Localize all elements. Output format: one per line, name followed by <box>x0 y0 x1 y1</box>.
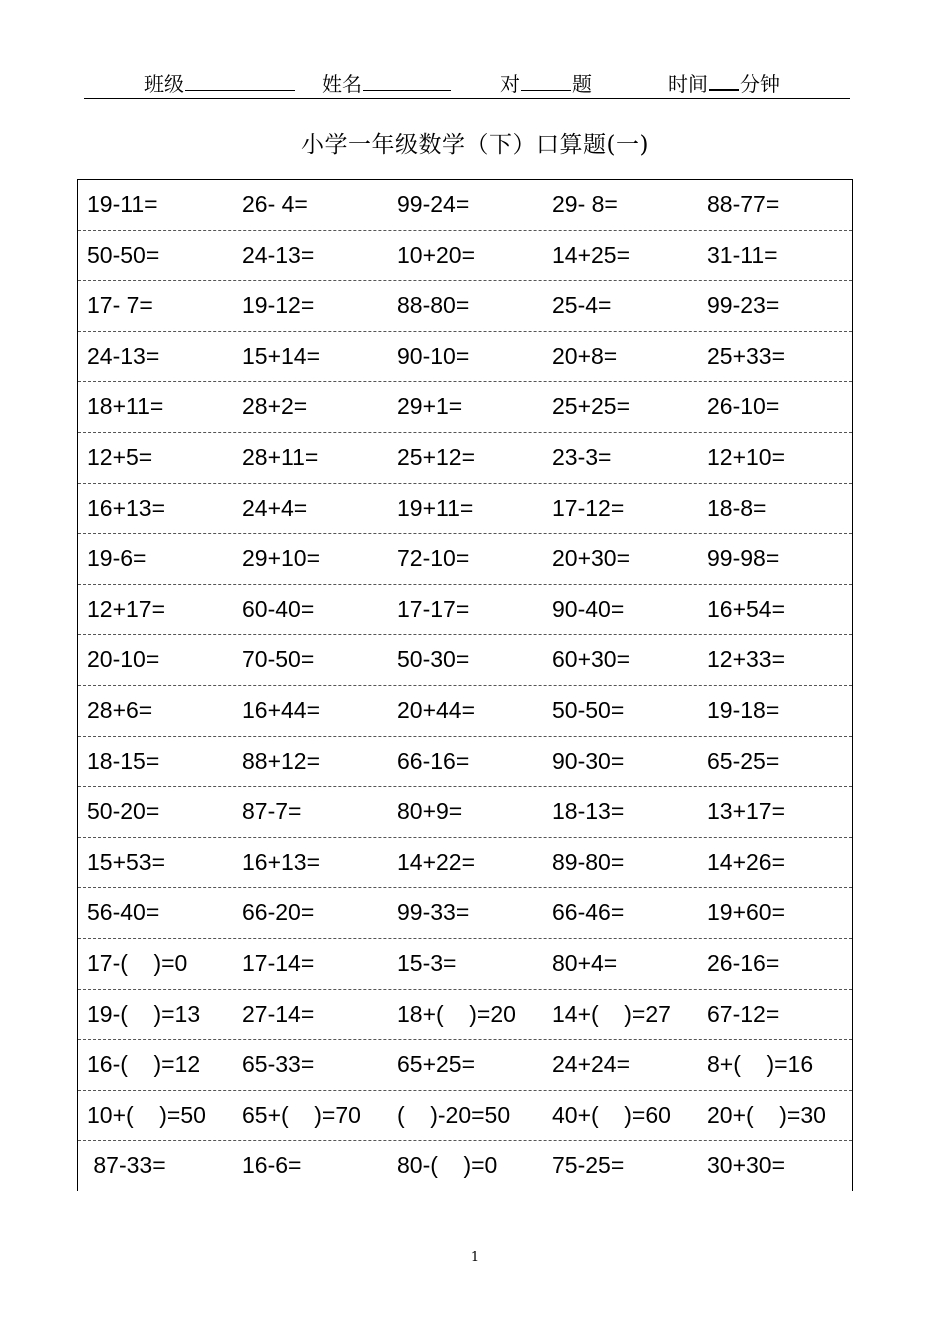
exercise-cell: 28+2= <box>242 393 308 420</box>
exercise-cell: 18-13= <box>552 798 625 825</box>
exercise-cell: 15+14= <box>242 342 321 369</box>
exercise-cell: 99-33= <box>397 899 470 926</box>
questions-label: 题 <box>572 72 592 96</box>
exercise-cell: 50-20= <box>87 798 160 825</box>
exercise-cell: 90-10= <box>397 342 470 369</box>
exercise-cell: 90-30= <box>552 747 625 774</box>
exercise-cell: 16-6= <box>242 1152 302 1179</box>
exercise-cell: 24+24= <box>552 1051 631 1078</box>
exercise-cell: 66-16= <box>397 747 470 774</box>
minutes-label: 分钟 <box>740 72 780 96</box>
exercise-cell: 12+33= <box>707 646 786 673</box>
exercise-cell: 16+44= <box>242 697 321 723</box>
exercise-cell: 13+17= <box>707 798 786 825</box>
exercise-cell: 12+5= <box>87 444 153 470</box>
exercise-cell: 29+10= <box>242 545 321 572</box>
exercise-cell: 19+60= <box>707 899 786 926</box>
exercise-cell: 18-8= <box>707 494 767 521</box>
exercise-cell: 20+8= <box>552 342 618 369</box>
exercise-cell: 19-12= <box>242 292 315 319</box>
exercise-cell: 20+44= <box>397 697 476 723</box>
time-blank[interactable] <box>709 71 739 91</box>
table-row <box>78 180 852 231</box>
exercise-cell: 26-16= <box>707 950 780 976</box>
table-row <box>78 635 852 686</box>
table-row <box>78 939 852 990</box>
exercise-cell: 17-12= <box>552 494 625 521</box>
exercise-cell: 24+4= <box>242 494 308 521</box>
exercise-cell: 99-24= <box>397 191 470 217</box>
exercise-cell: 17-14= <box>242 950 315 976</box>
table-row <box>78 787 852 838</box>
exercise-cell: 80-( )=0 <box>397 1152 498 1179</box>
exercise-cell: 29- 8= <box>552 191 618 217</box>
exercise-cell: 20+30= <box>552 545 631 572</box>
exercise-cell: 87-33= <box>87 1152 166 1179</box>
exercise-cell: 14+25= <box>552 241 631 268</box>
exercise-cell: 29+1= <box>397 393 463 420</box>
exercise-cell: 16-( )=12 <box>87 1051 201 1078</box>
exercise-cell: 10+( )=50 <box>87 1101 206 1128</box>
name-field <box>322 68 452 97</box>
table-row <box>78 281 852 332</box>
exercise-cell: 16+13= <box>87 494 166 521</box>
page-number: 1 <box>470 1250 480 1265</box>
exercise-cell: 25+12= <box>397 444 476 470</box>
table-row <box>78 382 852 433</box>
table-row <box>78 433 852 484</box>
time-field <box>668 68 780 97</box>
exercise-cell: 50-30= <box>397 646 470 673</box>
class-field <box>144 68 296 97</box>
exercise-cell: 99-98= <box>707 545 780 572</box>
table-row <box>78 484 852 535</box>
table-row <box>78 534 852 585</box>
exercise-cell: 17-( )=0 <box>87 950 188 976</box>
table-row <box>78 231 852 282</box>
exercise-cell: 88+12= <box>242 747 321 774</box>
exercise-cell: 25-4= <box>552 292 612 319</box>
exercise-cell: 18+11= <box>87 393 164 420</box>
exercise-cell: 15+53= <box>87 848 166 875</box>
table-row <box>78 686 852 737</box>
exercise-cell: 67-12= <box>707 1000 780 1027</box>
exercise-cell: 65+25= <box>397 1051 476 1078</box>
exercise-cell: 18-15= <box>87 747 160 774</box>
table-row <box>78 332 852 383</box>
table-row <box>78 1091 852 1142</box>
table-row <box>78 990 852 1041</box>
class-label: 班级 <box>144 72 184 96</box>
exercise-cell: 40+( )=60 <box>552 1101 671 1128</box>
exercise-cell: 17-17= <box>397 595 470 622</box>
exercise-cell: 16+54= <box>707 595 786 622</box>
exercise-cell: 26-10= <box>707 393 780 420</box>
exercise-cell: 65-33= <box>242 1051 315 1078</box>
exercise-cell: 19-( )=13 <box>87 1000 201 1027</box>
exercise-cell: 65-25= <box>707 747 780 774</box>
class-blank[interactable] <box>185 72 295 91</box>
exercise-cell: 24-13= <box>242 241 315 268</box>
exercise-cell: 28+6= <box>87 697 153 723</box>
exercise-cell: 14+22= <box>397 848 476 875</box>
exercise-cell: 89-80= <box>552 848 625 875</box>
exercise-cell: 50-50= <box>87 241 160 268</box>
table-row <box>78 1040 852 1091</box>
exercise-cell: 17- 7= <box>87 292 153 319</box>
exercise-cell: 60+30= <box>552 646 631 673</box>
exercise-cell: 70-50= <box>242 646 315 673</box>
exercise-cell: 20+( )=30 <box>707 1101 826 1128</box>
exercise-cell: 24-13= <box>87 342 160 369</box>
exercise-cell: 15-3= <box>397 950 457 976</box>
exercise-cell: 99-23= <box>707 292 780 319</box>
exercise-cell: 20-10= <box>87 646 160 673</box>
exercise-cell: 8+( )=16 <box>707 1051 814 1078</box>
exercise-cell: 88-77= <box>707 191 780 217</box>
exercise-cell: 56-40= <box>87 899 160 926</box>
worksheet-header <box>84 66 850 99</box>
exercise-cell: 16+13= <box>242 848 321 875</box>
exercise-cell: 19-6= <box>87 545 147 572</box>
exercise-cell: 14+26= <box>707 848 786 875</box>
exercise-cell: 80+4= <box>552 950 618 976</box>
exercise-cell: 10+20= <box>397 241 476 268</box>
exercise-cell: 25+25= <box>552 393 631 420</box>
table-row <box>78 1141 852 1192</box>
score-field <box>500 68 592 97</box>
table-row <box>78 737 852 788</box>
time-label: 时间 <box>668 72 708 96</box>
correct-label: 对 <box>500 72 520 96</box>
exercise-cell: 65+( )=70 <box>242 1101 361 1128</box>
exercise-cell: 60-40= <box>242 595 315 622</box>
exercise-cell: 19-18= <box>707 697 780 723</box>
exercise-cell: 66-46= <box>552 899 625 926</box>
worksheet-title: 小学一年级数学（下）口算题(一) <box>301 132 649 158</box>
exercise-cell: 31-11= <box>707 241 778 268</box>
table-row <box>78 838 852 889</box>
exercise-cell: 12+17= <box>87 595 166 622</box>
exercise-cell: 87-7= <box>242 798 302 825</box>
exercise-cell: 80+9= <box>397 798 463 825</box>
exercise-cell: 19-11= <box>87 191 158 217</box>
name-label: 姓名 <box>322 72 362 96</box>
correct-blank[interactable] <box>521 72 571 91</box>
exercise-cell: 14+( )=27 <box>552 1000 671 1027</box>
exercise-cell: 50-50= <box>552 697 625 723</box>
table-row <box>78 888 852 939</box>
exercise-cell: 66-20= <box>242 899 315 926</box>
exercise-cell: 23-3= <box>552 444 612 470</box>
exercise-cell: 26- 4= <box>242 191 308 217</box>
name-blank[interactable] <box>363 72 451 91</box>
table-row <box>78 585 852 636</box>
exercise-cell: 30+30= <box>707 1152 786 1179</box>
exercise-table <box>77 179 853 1191</box>
exercise-cell: 25+33= <box>707 342 786 369</box>
exercise-cell: 12+10= <box>707 444 786 470</box>
exercise-cell: 28+11= <box>242 444 319 470</box>
exercise-cell: ( )-20=50 <box>397 1101 511 1128</box>
exercise-cell: 27-14= <box>242 1000 315 1027</box>
exercise-cell: 72-10= <box>397 545 470 572</box>
exercise-cell: 19+11= <box>397 494 474 521</box>
exercise-cell: 88-80= <box>397 292 470 319</box>
exercise-cell: 75-25= <box>552 1152 625 1179</box>
exercise-cell: 18+( )=20 <box>397 1000 516 1027</box>
exercise-cell: 90-40= <box>552 595 625 622</box>
